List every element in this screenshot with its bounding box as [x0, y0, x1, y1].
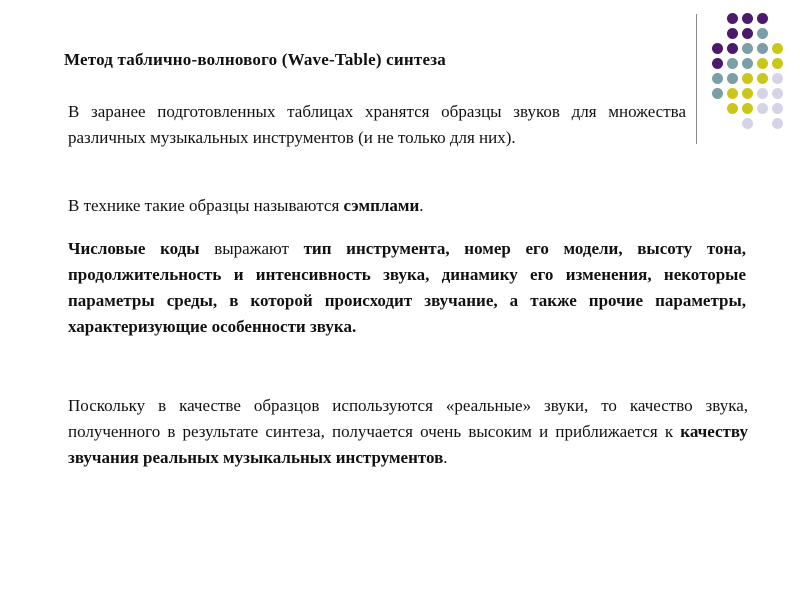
decorative-dot — [772, 73, 783, 84]
decorative-dot — [757, 103, 768, 114]
decorative-dot — [772, 88, 783, 99]
decorative-dot — [772, 118, 783, 129]
paragraph-quality-end: . — [443, 448, 448, 467]
decorative-dot — [742, 103, 753, 114]
paragraph-samples-text: В технике такие образцы называются — [68, 196, 344, 215]
decorative-dot — [742, 13, 753, 24]
decorative-dot — [727, 58, 738, 69]
term-samples: сэмплами — [343, 196, 420, 215]
paragraph-quality-text: Поскольку в качестве образцов используются «реальные» звуки, то качество звука, полученного в результате синтеза, получается очень высоким и приближается к — [68, 396, 748, 441]
decorative-dot — [757, 43, 768, 54]
decorative-dot — [727, 28, 738, 39]
decorative-dot — [712, 58, 723, 69]
decorative-dot — [727, 103, 738, 114]
decorative-dot — [727, 73, 738, 84]
decorative-dot — [727, 43, 738, 54]
decorative-dot — [757, 13, 768, 24]
decorative-dot — [712, 88, 723, 99]
decorative-dot — [772, 43, 783, 54]
slide-title: Метод таблично-волнового (Wave-Table) синтеза — [64, 50, 446, 69]
decorative-dot — [742, 118, 753, 129]
term-real-instruments: качеству звучания реальных музыкальных инструментов — [68, 422, 748, 467]
paragraph-quality — [68, 393, 748, 471]
paragraph-numeric-codes-params: тип инструмента, номер его модели, высоту тона, продолжительность и интенсивность звука, динамику его изменения, некоторые параметры среды, в которой происходит звучание, а также прочие параметры, характеризующие особенности звука. — [68, 239, 746, 336]
decorative-dot — [772, 103, 783, 114]
decorative-dot — [712, 73, 723, 84]
decorative-dot — [727, 13, 738, 24]
decorative-dot — [742, 73, 753, 84]
decorative-dot — [757, 28, 768, 39]
decorative-dot — [757, 73, 768, 84]
decorative-dot — [757, 88, 768, 99]
decorative-dot — [712, 43, 723, 54]
paragraph-samples — [68, 193, 688, 219]
decorative-dot — [772, 58, 783, 69]
paragraph-numeric-codes — [68, 236, 746, 340]
decorative-dot — [742, 58, 753, 69]
paragraph-tables: В заранее подготовленных таблицах хранятся образцы звуков для множества различных музыкальных инструментов (и не только для них). — [68, 102, 686, 147]
decorative-dot — [742, 43, 753, 54]
decorative-dot — [742, 88, 753, 99]
term-numeric-codes: Числовые коды — [68, 239, 200, 258]
decorative-dot — [727, 88, 738, 99]
paragraph-samples-end: . — [419, 196, 424, 215]
decorative-dot — [757, 58, 768, 69]
decorative-dot — [742, 28, 753, 39]
paragraph-numeric-codes-verb: выражают — [199, 239, 304, 258]
divider-line — [696, 14, 697, 144]
